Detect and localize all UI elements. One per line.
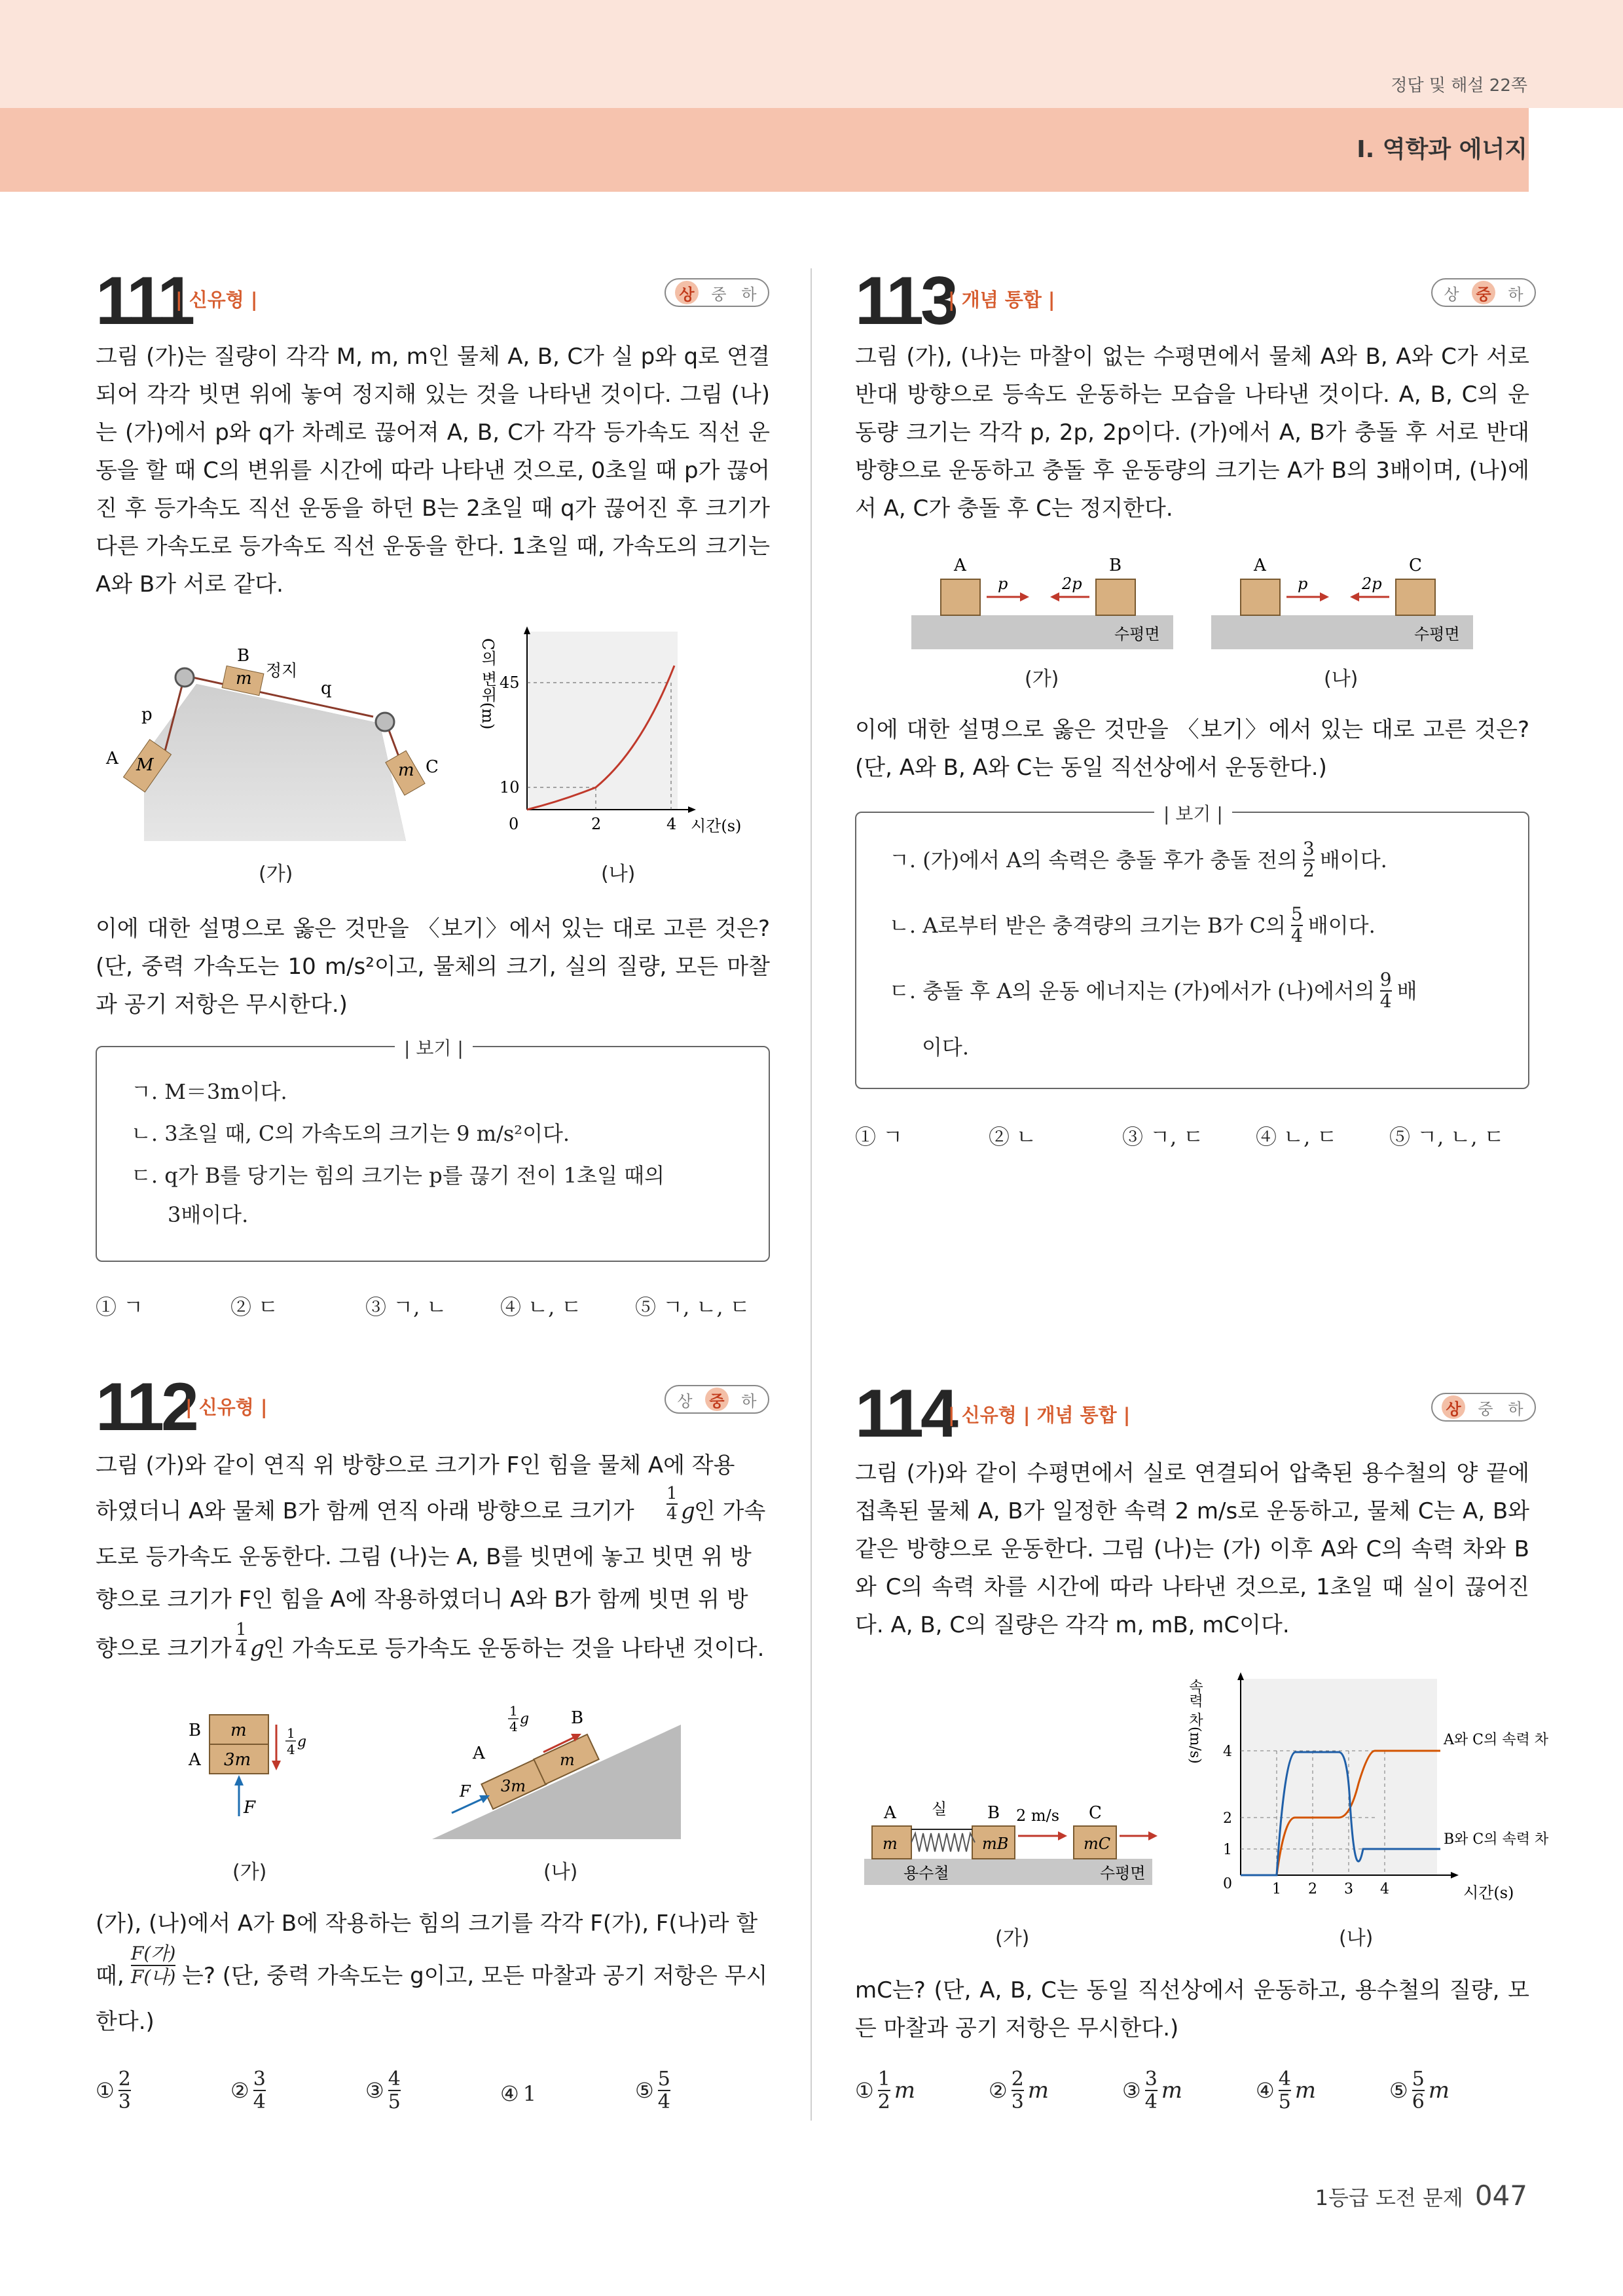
choice-4[interactable]: ④ ㄴ, ㄷ: [500, 1295, 582, 1319]
column-divider: [811, 268, 812, 2121]
choice-4[interactable]: ④ ㄴ, ㄷ: [1256, 1124, 1338, 1149]
difficulty-mid: 중: [1472, 281, 1495, 304]
question-text: 이에 대한 설명으로 옳은 것만을 〈보기〉에서 있는 대로 고른 것은? (단, 중력 가속도는 10 m/s²이고, 물체의 크기, 실의 질량, 모든 마찰과 공기 저항은 무시한다.): [96, 916, 770, 1018]
choice-mark: ②: [230, 2078, 249, 2103]
footer-label: 1등급 도전 문제: [1315, 2185, 1463, 2210]
choice-den: 3: [118, 2090, 131, 2113]
xtick-1: 1: [1272, 1881, 1281, 1897]
fraction-den: 4: [236, 1640, 247, 1660]
bogi-item: ㄴ. 3초일 때, C의 가속도의 크기는 9 m/s²이다.: [131, 1121, 570, 1146]
block-c-mass: m: [398, 761, 414, 780]
choice-mark: ③: [1122, 2078, 1141, 2103]
bogi-text: 배이다.: [1319, 848, 1387, 872]
question-line: 는? (단, 중력 가속도는 g이고, 모든 마찰과 공기 저항은 무시: [182, 1963, 768, 1989]
label-b: B: [1109, 556, 1122, 575]
figure-caption: (나): [1339, 1927, 1374, 1950]
choice-5[interactable]: ⑤ ㄱ, ㄴ, ㄷ: [1389, 1124, 1504, 1149]
label-a: A: [1254, 556, 1266, 575]
problem-tag: | 개념 통합 |: [948, 289, 1055, 311]
figure-caption: (나): [601, 863, 636, 886]
choice-num: 4: [388, 2068, 401, 2090]
choice-num: 3: [253, 2068, 266, 2090]
choice-den: 3: [1011, 2090, 1024, 2113]
difficulty-mid: 중: [705, 1388, 729, 1411]
header-band: [0, 0, 1623, 108]
choice-1[interactable]: ① ㄱ: [855, 1124, 903, 1149]
fraction-num: 1: [236, 1620, 247, 1640]
answer-reference: 정답 및 해설 22쪽: [1391, 76, 1527, 96]
bogi-box: [855, 803, 1529, 1089]
difficulty-mid: 중: [711, 285, 727, 304]
choice-den: 4: [657, 2090, 670, 2113]
block-a-mass: M: [136, 755, 154, 775]
problem-text: 그림 (가), (나)는 마찰이 없는 수평면에서 물체 A와 B, A와 C가 서로 반대 방향으로 등속도 운동하는 모습을 나타낸 것이다. A, B, C의 운동량 크기는 각각 p, 2p, 2p이다. (가)에서 A, B가 충돌 후 서로 반대 방향으로 운동하고 충돌 후 운동량의 크기는 A가 B의 3배이며, (나)에서 A, C가 충돌 후 C는 정지한다.: [855, 344, 1529, 522]
accel-den: 4: [509, 1719, 518, 1734]
bogi-box: [96, 1037, 770, 1262]
problem-text-line: 그림 (가)와 같이 연직 위 방향으로 크기가 F인 힘을 물체 A에 작용: [96, 1452, 735, 1479]
label-a: A: [189, 1750, 201, 1770]
momentum-c: 2p: [1362, 575, 1382, 593]
choice-num: 5: [1412, 2068, 1425, 2090]
fraction-num: 5: [1291, 903, 1303, 925]
xtick-4: 4: [1380, 1881, 1389, 1897]
label-a: A: [884, 1803, 896, 1823]
block-a-mass: m: [883, 1835, 898, 1853]
choice-num: 2: [1011, 2068, 1024, 2090]
choice-3[interactable]: [365, 2068, 401, 2113]
momentum-b: 2p: [1062, 575, 1082, 593]
choice-var: m: [1161, 2077, 1183, 2104]
choice-num: 3: [1144, 2068, 1158, 2090]
fraction-num: 1: [666, 1484, 678, 1503]
choice-1[interactable]: [855, 2068, 915, 2113]
choice-mark: ③: [365, 2078, 384, 2103]
bogi-fraction: [1303, 839, 1315, 881]
figure-caption: (나): [1324, 668, 1359, 691]
incline-blocks-figure: [432, 1698, 694, 1849]
problem-text-line: 인 가속: [694, 1498, 766, 1524]
bogi-item: ㄷ. q가 B를 당기는 힘의 크기는 p를 끊기 전이 1초일 때의: [131, 1163, 665, 1188]
difficulty-indicator: [665, 278, 769, 307]
ratio-fraction: [131, 1943, 175, 1988]
bogi-item: [889, 839, 1387, 881]
choice-fraction: [878, 2068, 890, 2113]
choice-1[interactable]: ① ㄱ: [96, 1295, 144, 1319]
problem-number: 114: [855, 1376, 955, 1452]
accel-num: 1: [509, 1703, 518, 1719]
label-b: B: [987, 1803, 1000, 1823]
surface-label: 수평면: [1100, 1864, 1146, 1882]
choice-2[interactable]: ② ㄷ: [230, 1295, 279, 1319]
choice-2[interactable]: [989, 2068, 1049, 2113]
fraction-den: 2: [1303, 859, 1315, 881]
figure-caption: (나): [543, 1861, 578, 1884]
choice-1[interactable]: [96, 2068, 131, 2113]
figure-caption: (가): [995, 1927, 1030, 1950]
choice-var: m: [1027, 2077, 1049, 2104]
ratio-num: F(가): [131, 1943, 175, 1966]
accel-den: 4: [287, 1742, 295, 1757]
label-p: p: [141, 705, 153, 725]
ytick-2: 2: [1223, 1810, 1232, 1827]
page-number: 047: [1474, 2179, 1527, 2212]
problem-number: 112: [96, 1369, 196, 1445]
bogi-item: 3배이다.: [168, 1202, 249, 1227]
choice-value: 1: [522, 2081, 537, 2106]
choice-5[interactable]: [1389, 2068, 1450, 2113]
choice-fraction: [658, 2068, 670, 2113]
fraction-quarter: [666, 1484, 678, 1523]
label-stop: 정지: [266, 661, 298, 680]
block-c-mass: mC: [1084, 1835, 1111, 1853]
choice-fraction: [253, 2068, 266, 2113]
x-axis-label: 시간(s): [1463, 1884, 1514, 1902]
choice-fraction: [1145, 2068, 1158, 2113]
string-label: 실: [932, 1800, 947, 1818]
collision-figure-a: [911, 550, 1186, 655]
bogi-title: | 보기 |: [1154, 800, 1232, 826]
ytick-1: 1: [1223, 1842, 1232, 1858]
xtick-3: 3: [1344, 1881, 1353, 1897]
choice-mark: ⑤: [635, 2078, 654, 2103]
choice-fraction: [1279, 2068, 1291, 2113]
x-axis-label: 시간(s): [691, 817, 742, 835]
problem-text: 그림 (가)와 같이 수평면에서 실로 연결되어 압축된 용수철의 양 끝에 접촉된 물체 A, B가 일정한 속력 2 m/s로 운동하고, 물체 C는 A, B와 같은 방향으로 운동한다. 그림 (나)는 (가) 이후 A와 C의 속력 차와 B와 C의 속력 차를 시간에 따라 나타낸 것으로, 1초일 때 실이 끊어진다. A, B, C의 질량은 각각 m, mB, mC이다.: [855, 1460, 1529, 1638]
choice-3[interactable]: ③ ㄱ, ㄷ: [1122, 1124, 1204, 1149]
choice-den: 6: [1412, 2090, 1425, 2113]
choice-fraction: [119, 2068, 131, 2113]
block-a-mass: 3m: [501, 1777, 526, 1795]
speed-label: 2 m/s: [1016, 1806, 1060, 1825]
fraction-quarter: [236, 1621, 247, 1659]
bogi-text: ㄴ. A로부터 받은 충격량의 크기는 B가 C의: [889, 913, 1286, 938]
label-b: B: [237, 646, 250, 666]
choice-den: 5: [1278, 2090, 1291, 2113]
label-c: C: [1409, 556, 1422, 575]
xtick-2: 2: [591, 815, 602, 833]
block-b-mass: m: [560, 1751, 575, 1769]
problem-text-line: 향으로 크기가 F인 힘을 A에 작용하였더니 A와 B가 함께 빗면 위 방: [96, 1587, 748, 1613]
problem-tag: | 신유형 |: [175, 289, 258, 311]
force-f: F: [460, 1782, 471, 1801]
choice-mark: ①: [96, 2078, 115, 2103]
choice-4[interactable]: [1256, 2068, 1316, 2113]
accel-num: 1: [287, 1725, 295, 1741]
bogi-fraction: [1291, 905, 1303, 946]
label-a: A: [954, 556, 966, 575]
choice-den: 4: [1144, 2090, 1158, 2113]
choice-mark: ⑤: [1389, 2078, 1408, 2103]
figure-caption: (가): [1025, 668, 1059, 691]
choice-5[interactable]: [635, 2068, 670, 2113]
bogi-text: ㄱ. (가)에서 A의 속력은 충돌 후가 충돌 전의: [889, 848, 1298, 872]
block-a-mass: 3m: [224, 1750, 251, 1770]
question-line: 한다.): [96, 2009, 155, 2035]
xtick-0: 0: [509, 815, 519, 833]
bogi-item: ㄱ. M＝3m이다.: [131, 1079, 287, 1104]
force-f: F: [244, 1798, 256, 1818]
choice-mark: ①: [855, 2078, 874, 2103]
label-q: q: [321, 679, 332, 698]
difficulty-high: 상: [1442, 1395, 1465, 1419]
block-b-mass: m: [236, 669, 252, 689]
problem-text-line: 하였더니 A와 물체 B가 함께 연직 아래 방향으로 크기가: [96, 1498, 634, 1524]
y-axis-label: C의 변위(m): [479, 638, 497, 730]
fraction-den: 4: [1291, 925, 1303, 946]
ytick-4: 4: [1223, 1744, 1232, 1760]
question-line: (가), (나)에서 A가 B에 작용하는 힘의 크기를 각각 F(가), F(나)라 할: [96, 1910, 758, 1937]
fraction-num: 3: [1303, 838, 1315, 860]
choice-5[interactable]: ⑤ ㄱ, ㄴ, ㄷ: [635, 1295, 750, 1319]
label-a: A: [106, 749, 119, 768]
choice-den: 2: [877, 2090, 890, 2113]
difficulty-indicator: [1431, 278, 1536, 307]
surface-label: 수평면: [1414, 625, 1460, 643]
choice-num: 5: [657, 2068, 670, 2090]
xtick-4: 4: [666, 815, 677, 833]
spring-label: 용수철: [903, 1864, 949, 1882]
accel-g: g: [520, 1711, 530, 1727]
bogi-text: ㄷ. 충돌 후 A의 운동 에너지는 (가)에서가 (나)에서의: [889, 978, 1375, 1003]
var-g: g: [250, 1636, 264, 1662]
section-title: Ⅰ. 역학과 에너지: [1357, 136, 1527, 163]
question-text: 이에 대한 설명으로 옳은 것만을 〈보기〉에서 있는 대로 고른 것은? (단, A와 B, A와 C는 동일 직선상에서 운동한다.): [855, 717, 1529, 781]
label-c: C: [426, 757, 439, 777]
bogi-item: [889, 970, 1417, 1012]
spring-blocks-figure: [864, 1787, 1159, 1892]
var-g: g: [681, 1498, 695, 1524]
choice-4[interactable]: [500, 2081, 536, 2106]
label-a: A: [473, 1744, 485, 1763]
speed-difference-graph: [1178, 1672, 1549, 1918]
label-b: B: [571, 1708, 584, 1728]
problem-text-line: 도로 등가속도 운동한다. 그림 (나)는 A, B를 빗면에 놓고 빗면 위 방: [96, 1544, 752, 1570]
difficulty-low: 하: [1508, 1399, 1523, 1418]
section-banner: [0, 108, 1529, 192]
difficulty-low: 하: [741, 285, 757, 304]
collision-figure-b: [1211, 550, 1486, 655]
label-c: C: [1089, 1803, 1102, 1823]
difficulty-low: 하: [741, 1391, 757, 1410]
block-b-mass: m: [230, 1721, 247, 1740]
choice-3[interactable]: [1122, 2068, 1182, 2113]
difficulty-high: 상: [675, 281, 699, 304]
difficulty-indicator: [665, 1385, 769, 1414]
fraction-num: 9: [1379, 969, 1392, 991]
problem-text: 그림 (가)는 질량이 각각 M, m, m인 물체 A, B, C가 실 p와 q로 연결되어 각각 빗면 위에 놓여 정지해 있는 것을 나타낸 것이다. 그림 (나)는 (가)에서 p와 q가 차례로 끊어져 A, B, C가 각각 등가속도 직선 운동을 할 때 C의 변위를 시간에 따라 나타낸 것으로, 0초일 때 p가 끊어진 후 등가속도 직선 운동을 하던 B는 2초일 때 q가 끊어진 후 크기가 다른 가속도로 등가속도 직선 운동을 한다. 1초일 때, 가속도의 크기는 A와 B가 서로 같다.: [96, 344, 770, 598]
bogi-title: | 보기 |: [395, 1034, 473, 1060]
momentum-a: p: [1298, 575, 1308, 593]
choice-var: m: [1294, 2077, 1317, 2104]
choice-2[interactable]: ② ㄴ: [989, 1124, 1037, 1149]
question-line: 때,: [96, 1963, 124, 1989]
ytick-0: 0: [1223, 1876, 1232, 1892]
difficulty-mid: 중: [1478, 1399, 1493, 1418]
label-b: B: [189, 1721, 202, 1740]
choice-den: 5: [388, 2090, 401, 2113]
choice-num: 1: [877, 2068, 890, 2090]
problem-text-line: 인 가속도로 등가속도 운동하는 것을 나타낸 것이다.: [263, 1636, 765, 1662]
bogi-fraction: [1380, 970, 1392, 1012]
surface-label: 수평면: [1114, 625, 1160, 643]
xtick-2: 2: [1308, 1881, 1317, 1897]
block-b-mass: mB: [982, 1835, 1009, 1853]
problem-number: 111: [96, 263, 192, 339]
choice-num: 2: [118, 2068, 131, 2090]
choice-3[interactable]: ③ ㄱ, ㄴ: [365, 1295, 447, 1319]
difficulty-indicator: [1431, 1393, 1536, 1422]
choice-mark: ②: [989, 2078, 1008, 2103]
y-axis-label: 속력 차(m/s): [1186, 1679, 1203, 1764]
figure-caption: (가): [232, 1861, 267, 1884]
pulley-incline-figure: [98, 645, 445, 848]
bogi-text: 배이다.: [1307, 913, 1376, 938]
stacked-blocks-figure: [177, 1702, 340, 1846]
choice-var: m: [1428, 2077, 1450, 2104]
choice-mark: ④: [500, 2081, 519, 2106]
ytick-45: 45: [500, 673, 520, 692]
problem-tag: | 신유형 | 개념 통합 |: [948, 1404, 1131, 1426]
difficulty-high: 상: [1444, 285, 1459, 304]
momentum-a: p: [998, 575, 1008, 593]
choice-fraction: [1412, 2068, 1425, 2113]
ytick-10: 10: [500, 778, 520, 797]
choice-2[interactable]: [230, 2068, 266, 2113]
fraction-den: 4: [1379, 990, 1392, 1012]
difficulty-low: 하: [1508, 285, 1523, 304]
question-text: mC는? (단, A, B, C는 동일 직선상에서 운동하고, 용수철의 질량, 모든 마찰과 공기 저항은 무시한다.): [855, 1977, 1529, 2041]
displacement-graph: [475, 625, 756, 848]
legend-ac: A와 C의 속력 차: [1444, 1732, 1548, 1748]
problem-tag: | 신유형 |: [185, 1396, 268, 1418]
problem-number: 113: [855, 263, 955, 339]
problem-text-line: 향으로 크기가: [96, 1636, 232, 1662]
choice-fraction: [388, 2068, 401, 2113]
bogi-item: [889, 905, 1376, 946]
bogi-text: 배: [1396, 978, 1417, 1003]
accel-g: g: [297, 1734, 307, 1750]
choice-den: 4: [253, 2090, 266, 2113]
choice-fraction: [1012, 2068, 1024, 2113]
legend-bc: B와 C의 속력 차: [1444, 1831, 1549, 1848]
difficulty-high: 상: [677, 1391, 693, 1410]
choice-num: 4: [1278, 2068, 1291, 2090]
choice-mark: ④: [1256, 2078, 1275, 2103]
fraction-den: 4: [666, 1503, 678, 1524]
figure-caption: (가): [259, 863, 293, 886]
bogi-item: 이다.: [922, 1035, 969, 1060]
page-footer: [1315, 2179, 1527, 2212]
ratio-den: F(나): [131, 1965, 176, 1988]
choice-var: m: [894, 2077, 916, 2104]
